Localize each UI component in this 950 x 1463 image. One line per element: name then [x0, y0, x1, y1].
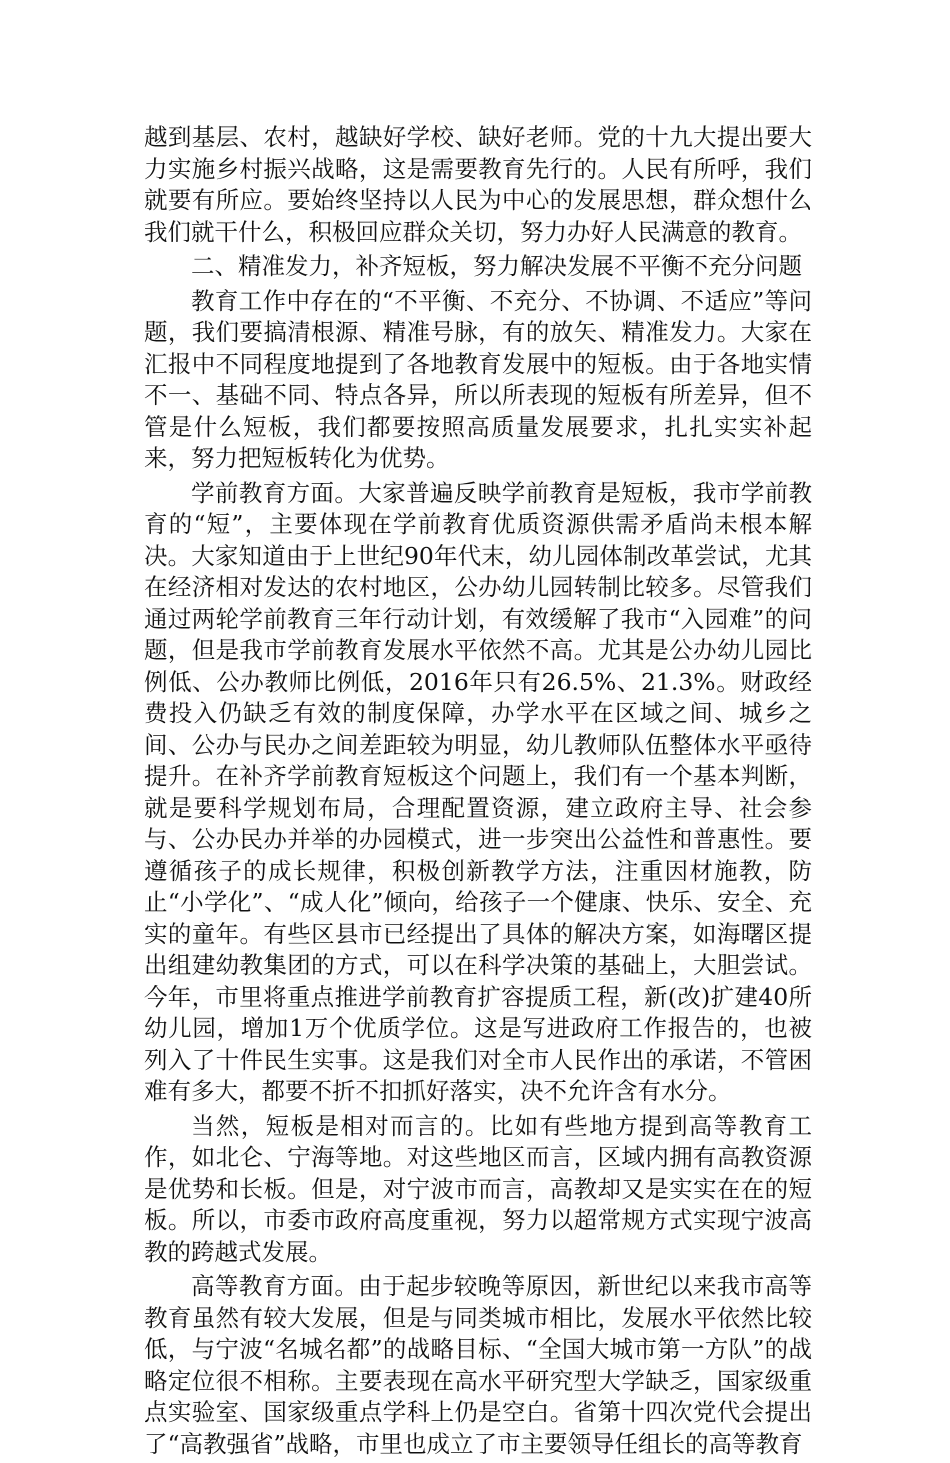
- paragraph-higher-education: 高等教育方面。由于起步较晚等原因，新世纪以来我市高等教育虽然有较大发展，但是与同类城市相比，发展水平依然比较低，与宁波“名城名都”的战略目标、“全国大城市第一方队”的战略定位很不相称。主要表现在高水平研究型大学缺乏，国家级重点实验室、国家级重点学科上仍是空白。省第十四次党代会提出了“高教强省”战略，市里也成立了市主要领导任组长的高等教育: [144, 1272, 812, 1458]
- paragraph-relative-shortboard: 当然，短板是相对而言的。比如有些地方提到高等教育工作，如北仑、宁海等地。对这些地区而言，区域内拥有高教资源是优势和长板。但是，对宁波市而言，高教却又是实实在在的短板。所以，市委市政府高度重视，努力以超常规方式实现宁波高教的跨越式发展。: [144, 1111, 812, 1266]
- paragraph-preschool: 学前教育方面。大家普遍反映学前教育是短板，我市学前教育的“短”，主要体现在学前教育优质资源供需矛盾尚未根本解决。大家知道由于上世纪90年代末，幼儿园体制改革尝试，尤其在经济相对发达的农村地区，公办幼儿园转制比较多。尽管我们通过两轮学前教育三年行动计划，有效缓解了我市“入园难”的问题，但是我市学前教育发展水平依然不高。尤其是公办幼儿园比例低、公办教师比例低，2016年只有26.5%、21.3%。财政经费投入仍缺乏有效的制度保障，办学水平在区域之间、城乡之间、公办与民办之间差距较为明显，幼儿教师队伍整体水平亟待提升。在补齐学前教育短板这个问题上，我们有一个基本判断，就是要科学规划布局，合理配置资源，建立政府主导、社会参与、公办民办并举的办园模式，进一步突出公益性和普惠性。要遵循孩子的成长规律，积极创新教学方法，注重因材施教，防止“小学化”、“成人化”倾向，给孩子一个健康、快乐、安全、充实的童年。有些区县市已经提出了具体的解决方案，如海曙区提出组建幼教集团的方式，可以在科学决策的基础上，大胆尝试。今年，市里将重点推进学前教育扩容提质工程，新(改)扩建40所幼儿园，增加1万个优质学位。这是写进政府工作报告的，也被列入了十件民生实事。这是我们对全市人民作出的承诺，不管困难有多大，都要不折不扣抓好落实，决不允许含有水分。: [144, 478, 812, 1105]
- paragraph-imbalance: 教育工作中存在的“不平衡、不充分、不协调、不适应”等问题，我们要搞清根源、精准号脉，有的放矢、精准发力。大家在汇报中不同程度地提到了各地教育发展中的短板。由于各地实情不一、基础不同、特点各异，所以所表现的短板有所差异，但不管是什么短板，我们都要按照高质量发展要求，扎扎实实补起来，努力把短板转化为优势。: [144, 286, 812, 472]
- document-page: [144, 122, 812, 1463]
- section-heading: 二、精准发力，补齐短板，努力解决发展不平衡不充分问题: [191, 252, 802, 280]
- paragraph-continued: 越到基层、农村，越缺好学校、缺好老师。党的十九大提出要大力实施乡村振兴战略，这是需要教育先行的。人民有所呼，我们就要有所应。要始终坚持以人民为中心的发展思想，群众想什么我们就干什么，积极回应群众关切，努力办好人民满意的教育。: [144, 123, 812, 246]
